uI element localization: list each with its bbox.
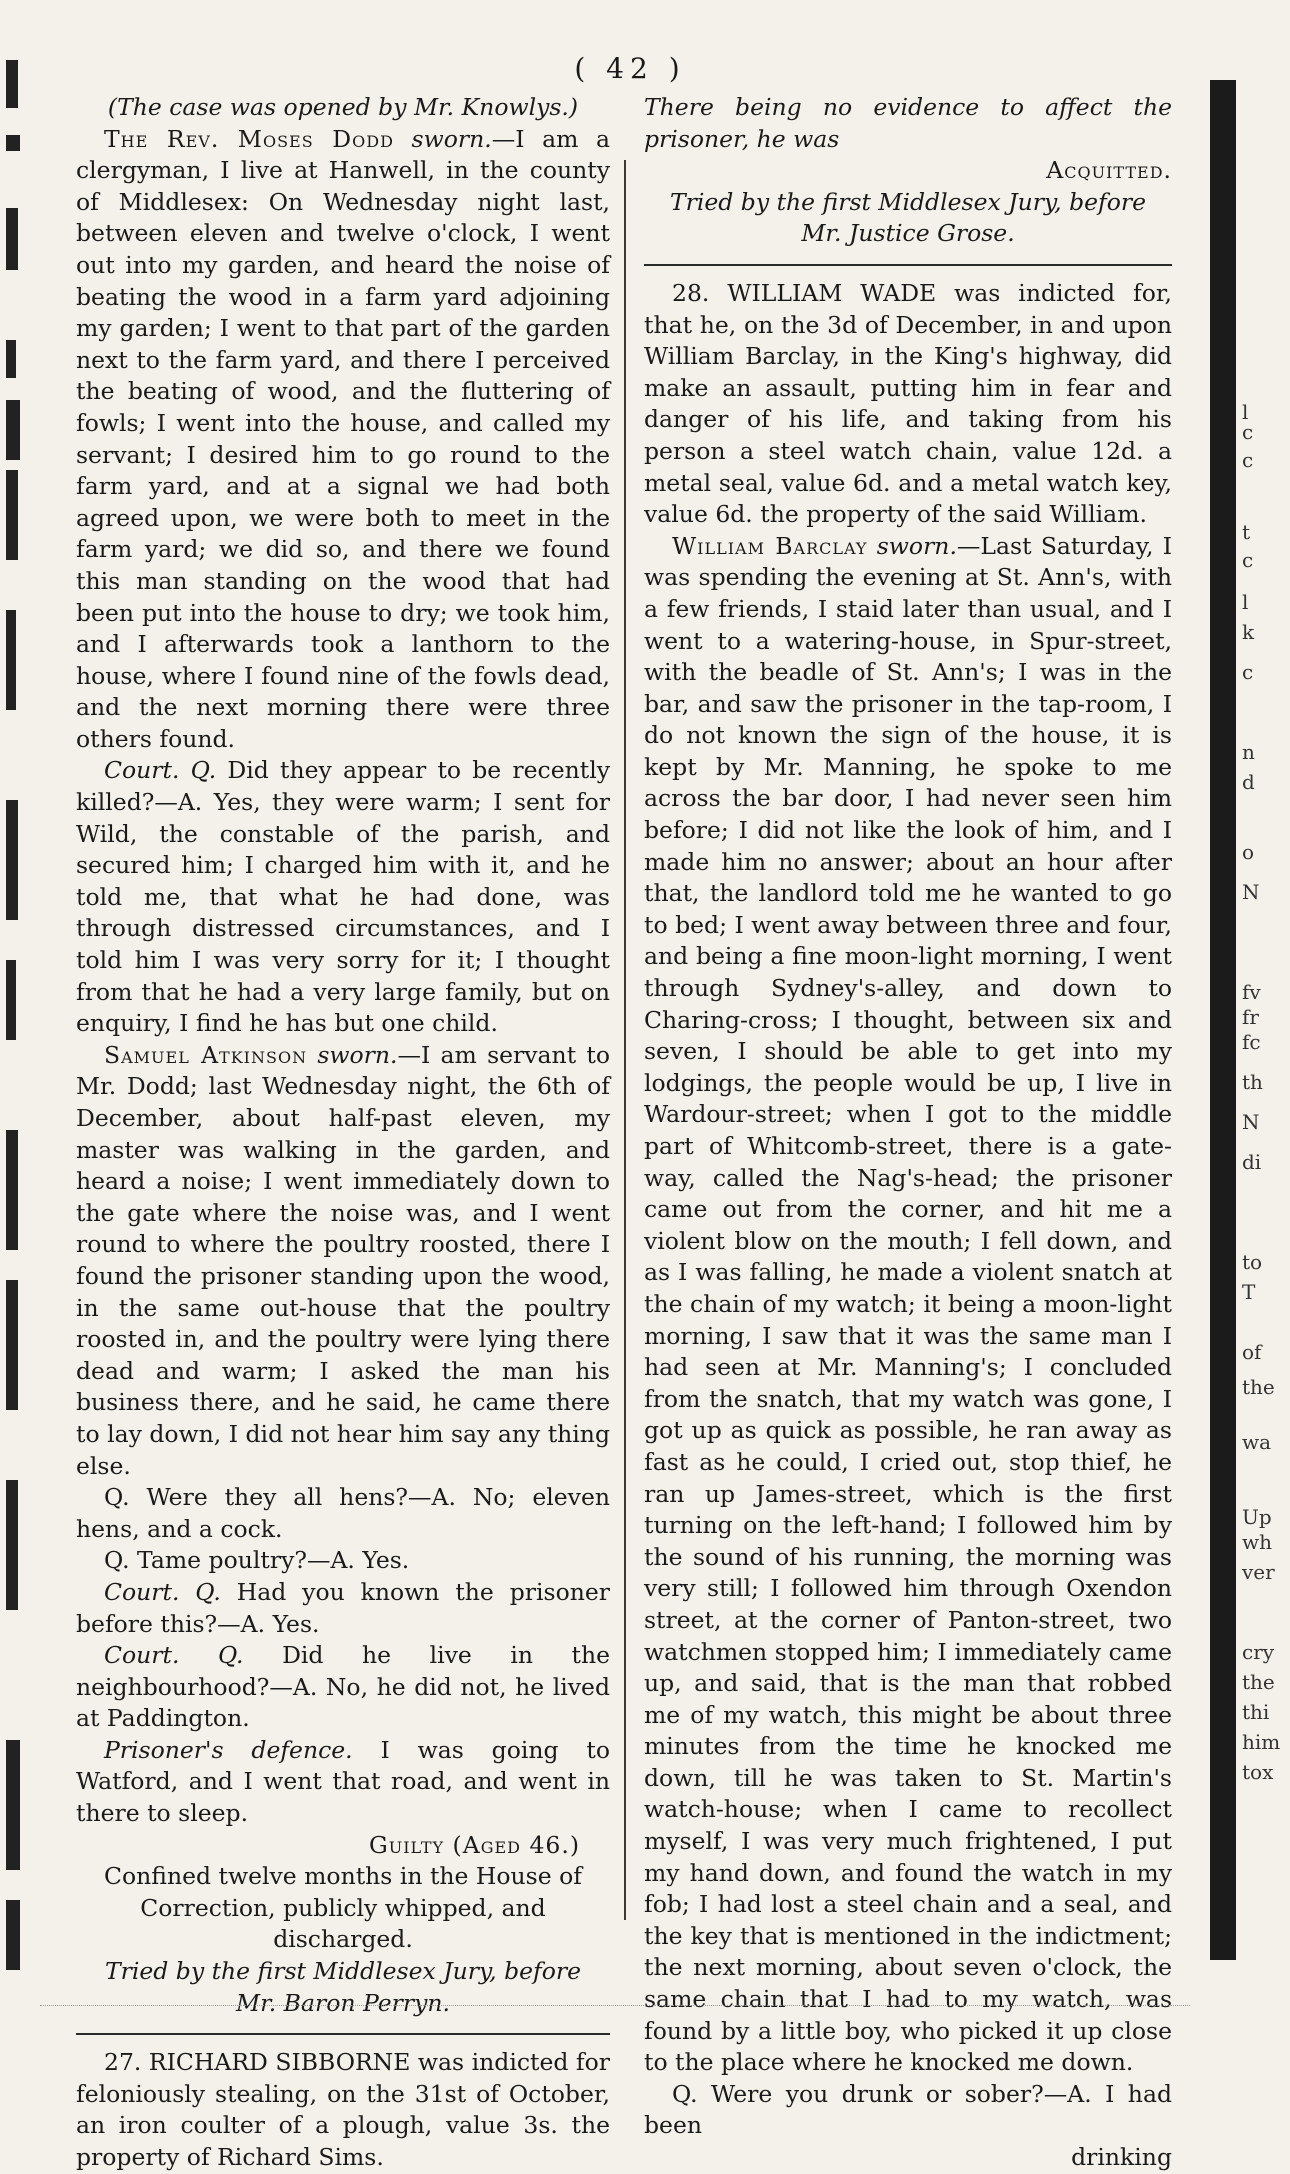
margin-fragment: wa [1242,1430,1272,1454]
witness-name-atkinson: Samuel Atkinson [104,1040,308,1069]
margin-fragment: c [1242,660,1254,684]
margin-fragment: t [1242,520,1251,544]
barclay-testimony-paragraph [644,531,1172,2079]
question-2: Q. Were they all hens?—A. No; eleven hens, and a cock. [76,1483,610,1543]
page-number: ( 42 ) [574,52,686,85]
facing-page-fragments [1240,0,1290,2048]
margin-fragment: c [1242,448,1254,472]
margin-fragment: to [1242,1250,1263,1274]
margin-fragment: Up [1242,1505,1272,1529]
verdict: Guilty (Aged 46.) [368,1830,580,1859]
sentence: Confined twelve months in the House of Correction, publicly whipped, and discharged. [104,1862,582,1954]
court-question-1-text: Did they appear to be recently killed?—A. Yes, they were warm; I sent for Wild, the constable of the parish, and secured him; I charged him with it, and he told me, that what he had done, was through distressed circumstances, and I told him I was very sorry for it; I thought from that he had a very large family, but on enquiry, I find he has but one child. [76,756,610,1038]
margin-fragment: k [1242,620,1255,644]
sworn-label: sworn. [411,124,492,153]
sworn-label: sworn. [876,531,957,560]
tried-by-line-1: Tried by the first Middlesex Jury, before [104,1957,582,1986]
margin-fragment: fr [1242,1005,1259,1029]
atkinson-testimony: —I am servant to Mr. Dodd; last Wednesday night, the 6th of December, about half-past eleven, my master was walking in the garden, and heard a noise; I went immediately down to the gate where the noise was, and I went round to where the poultry roosted, there I found the prisoner standing upon the wood, in the same out-house that the poultry roosted in, and the poultry were lying there dead and warm; I asked the man his business there, and he said, he came there to lay down, I did not hear him say any thing else. [76,1040,610,1480]
margin-fragment: fv [1242,980,1261,1004]
court-label: Court. Q. [104,1577,221,1606]
left-column [76,92,610,2174]
margin-fragment: c [1242,420,1254,444]
margin-fragment: tox [1242,1760,1274,1784]
question-4 [76,1577,610,1640]
margin-fragment: l [1242,400,1249,424]
section-rule [644,264,1172,266]
question-drunk: Q. Were you drunk or sober?—A. I had been [644,2079,1172,2140]
margin-fragment: the [1242,1375,1275,1399]
footer-noise [40,2005,1190,2012]
binding-shadow [1210,80,1236,1960]
margin-fragment: ver [1242,1560,1275,1584]
margin-fragment: di [1242,1150,1262,1174]
left-margin-artifacts [0,0,50,2048]
catchword: drinking [1071,2143,1172,2171]
margin-fragment: n [1242,740,1255,764]
column-divider [624,160,626,1920]
prisoner-defence [76,1735,610,1830]
margin-fragment: N [1242,880,1260,904]
sworn-label: sworn. [317,1040,398,1069]
court-label: Court. Q. [104,1641,244,1670]
question-4-text: Had you known the prisoner before this?—A. Yes. [76,1577,610,1638]
atkinson-testimony-paragraph [76,1040,610,1482]
margin-fragment: c [1242,548,1254,572]
dodd-testimony: —I am a clergyman, I live at Hanwell, in the county of Middlesex: On Wednesday night last, between eleven and twelve o'clock, I went out into my garden, and heard the noise of beating the wood in a farm yard adjoining my garden; I went to that part of the garden next to the farm yard, and there I perceived the beating of wood, and the fluttering of fowls; I went into the house, and called my servant; I desired him to go round to the farm yard, and at a signal we had both agreed upon, we were both to meet in the farm yard; we did so, and there we found this man standing on the wood that had been put into the house to dry; we took him, and I afterwards took a lanthorn to the house, where I found nine of the fowls dead, and the next morning there were three others found. [76,124,610,753]
court-label: Court. Q. [104,756,217,785]
case-28-indictment: 28. WILLIAM WADE was indicted for, that he, on the 3d of December, in and upon William Barclay, in the King's highway, did make an assault, putting him in fear and danger of his life, and taking from his person a steel watch chain, value 12d. a metal seal, value 6d. and a metal watch key, value 6d. the property of the said William. [644,278,1172,529]
defence-label: Prisoner's defence. [104,1735,353,1764]
dodd-testimony-paragraph [76,124,610,756]
margin-fragment: o [1242,840,1255,864]
witness-name-barclay: William Barclay [672,531,868,560]
court-question-1 [76,755,610,1039]
margin-fragment: him [1242,1730,1281,1754]
tried-by-line-2: Mr. Baron Perryn. [236,1988,450,2017]
case-27-indictment: 27. RICHARD SIBBORNE was indicted for feloniously stealing, on the 31st of October, an iron coulter of a plough, value 3s. the property of Richard Sims. [76,2048,610,2171]
margin-fragment: the [1242,1670,1275,1694]
acquitted-label: Acquitted. [1046,156,1172,185]
witness-name-dodd: The Rev. Moses Dodd [104,124,394,153]
margin-fragment: N [1242,1110,1260,1134]
margin-fragment: d [1242,770,1255,794]
tried-by-line-1: Tried by the first Middlesex Jury, before [669,187,1147,216]
question-3: Q. Tame poultry?—A. Yes. [104,1546,410,1575]
tried-by-line-2: Mr. Justice Grose. [801,219,1015,248]
section-rule [76,2033,610,2035]
opening-note: (The case was opened by Mr. Knowlys.) [107,93,579,121]
barclay-testimony: —Last Saturday, I was spending the evening at St. Ann's, with a few friends, I staid later than usual, and I went to a watering-house, in Spur-street, with the beadle of St. Ann's; I was in the bar, and saw the prisoner in the tap-room, I do not known the sign of the house, it is kept by Mr. Manning, he spoke to me across the bar door, I had never seen him before; I did not like the look of him, and I made him no answer; about an hour after that, the landlord told me he wanted to go to bed; I went away between three and four, and being a fine moon-light morning, I went through Sydney's-alley, and down to Charing-cross; I thought, between six and seven, I should be able to get into my lodgings, the people would be up, I live in Wardour-street; when I got to the middle part of Whitcomb-street, there is a gate-way, called the Nag's-head; the prisoner came out from the corner, and hit me a violent blow on the mouth; I fell down, and as I was falling, he made a violent snatch at the chain of my watch; it being a moon-light morning, I saw that it was the same man I had seen at Mr. Manning's; I concluded from the snatch, that my watch was gone, I got up as quick as possible, he ran away as fast as he could, I cried out, stop thief, he ran up James-street, which is the first turning on the left-hand; I followed him by the sound of his running, the morning was very still; I followed him through Oxendon street, at the corner of Panton-street, two watchmen stopped him; I immediately came up, and said, that is the man that robbed me of my watch, this might be about three minutes from the time he knocked me down, till he was taken to St. Martin's watch-house; when I came to recollect myself, I was very much frightened, I put my hand down, and found the watch in my fob; I had lost a steel chain and a seal, and the key that is mentioned in the indictment; the next morning, about seven o'clock, the same chain that I had to my watch, was found by a little boy, who picked it up close to the place where he knocked me down. [644,531,1172,2077]
right-column [644,92,1172,2174]
margin-fragment: thi [1242,1700,1270,1724]
defence-text: I was going to Watford, and I went that road, and went in there to sleep. [76,1735,611,1828]
margin-fragment: of [1242,1340,1262,1364]
margin-fragment: wh [1242,1530,1272,1554]
margin-fragment: l [1242,590,1249,614]
margin-fragment: fc [1242,1030,1261,1054]
margin-fragment: T [1242,1280,1256,1304]
question-5-text: Did he live in the neighbourhood?—A. No, he did not, he lived at Paddington. [76,1641,610,1733]
margin-fragment: th [1242,1070,1263,1094]
question-5 [76,1640,610,1735]
no-evidence-line: There being no evidence to affect the prisoner, he was [644,93,1172,153]
margin-fragment: cry [1242,1640,1275,1664]
